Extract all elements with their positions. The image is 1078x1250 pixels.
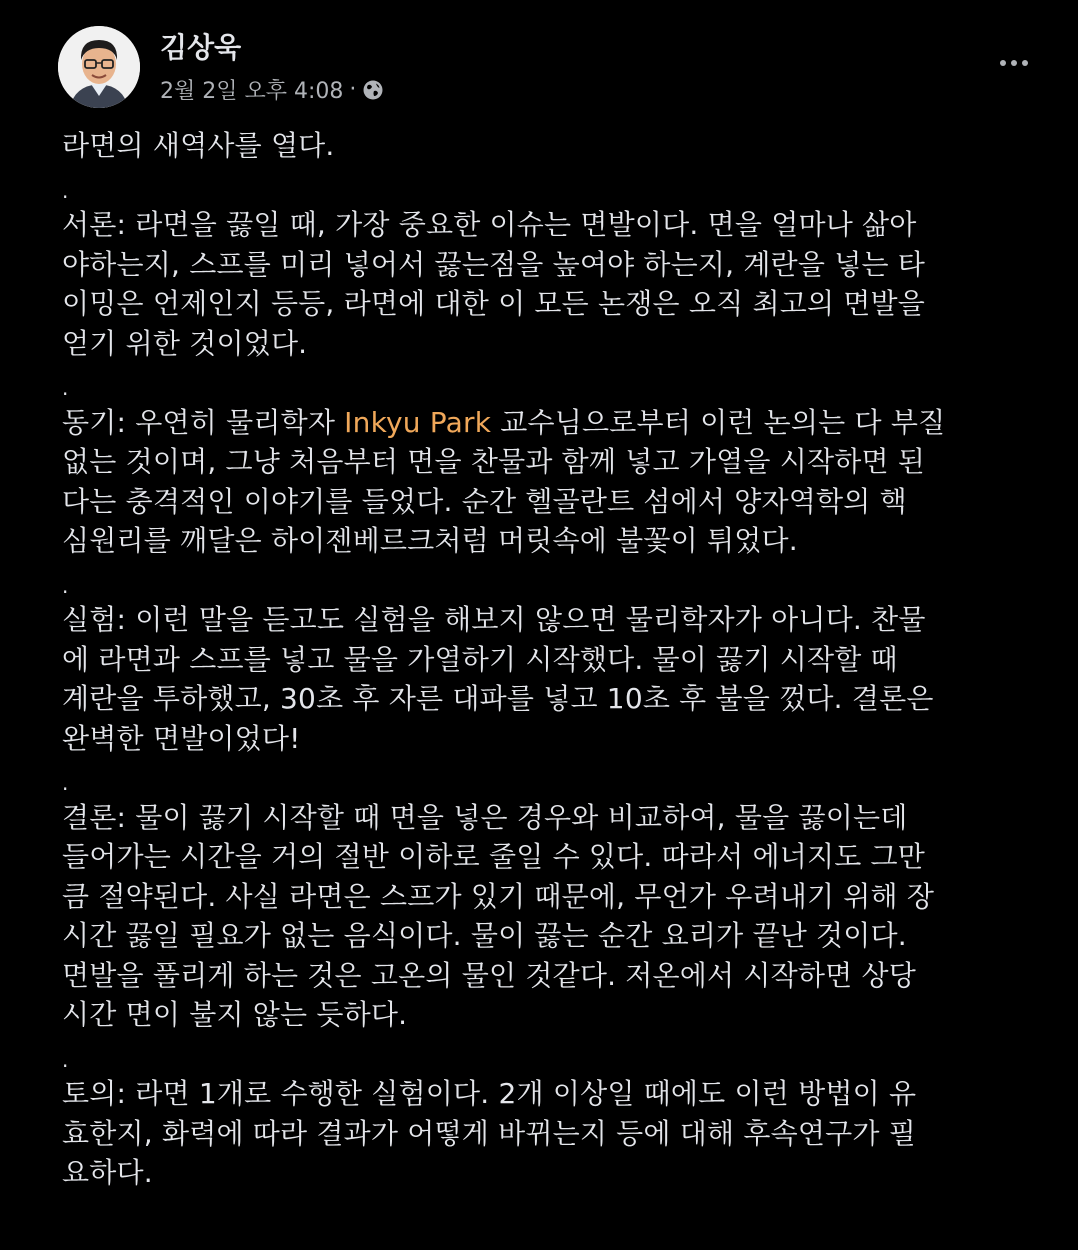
- author-name[interactable]: 김상욱: [160, 31, 242, 64]
- experiment-line: 완벽한 면발이었다!: [62, 721, 301, 755]
- separator-dot: .: [62, 573, 69, 598]
- post-body: [62, 126, 1062, 1193]
- post-header: [58, 26, 1038, 112]
- discussion-line: 효한지, 화력에 따라 결과가 어떻게 바뀌는지 등에 대해 후속연구가 필: [62, 1116, 916, 1150]
- more-options-button[interactable]: [990, 48, 1038, 78]
- more-horizontal-icon: [1000, 60, 1006, 66]
- avatar-image: [58, 26, 140, 108]
- globe-icon[interactable]: [362, 79, 384, 101]
- conclusion-line: 큼 절약된다. 사실 라면은 스프가 있기 때문에, 무언가 우려내기 위해 장: [62, 879, 935, 913]
- separator-dot: .: [62, 771, 69, 795]
- motivation-line: 없는 것이며, 그냥 처음부터 면을 찬물과 함께 넣고 가열을 시작하면 된: [62, 445, 926, 478]
- post-title: 라면의 새역사를 열다.: [62, 129, 335, 162]
- experiment-line: 에 라면과 스프를 넣고 물을 가열하기 시작했다. 물이 끓기 시작할 때: [62, 642, 898, 676]
- meta-separator: ·: [349, 77, 357, 102]
- intro-line: 서론: 라면을 끓일 때, 가장 중요한 이슈는 면발이다. 면을 얼마나 삶아: [62, 208, 917, 241]
- avatar[interactable]: [58, 26, 140, 108]
- motivation-line: 동기: 우연히 물리학자 Inkyu Park 교수님으로부터 이런 논의는 다 부질: [62, 405, 946, 439]
- post-timestamp[interactable]: 2월 2일 오후 4:08: [160, 79, 344, 104]
- separator-dot: .: [62, 178, 69, 203]
- separator-dot: .: [62, 1047, 69, 1072]
- separator-dot: .: [62, 376, 69, 400]
- intro-line: 야하는지, 스프를 미리 넣어서 끓는점을 높여야 하는지, 계란을 넣는 타: [62, 247, 926, 281]
- intro-line: 이밍은 언제인지 등등, 라면에 대한 이 모든 논쟁은 오직 최고의 면발을: [62, 287, 926, 320]
- conclusion-line: 시간 끓일 필요가 없는 음식이다. 물이 끓는 순간 요리가 끝난 것이다.: [62, 919, 907, 952]
- intro-line: 얻기 위한 것이었다.: [62, 326, 308, 360]
- experiment-line: 실험: 이런 말을 듣고도 실험을 해보지 않으면 물리학자가 아니다. 찬물: [62, 603, 926, 636]
- experiment-line: 계란을 투하했고, 30초 후 자른 대파를 넣고 10초 후 불을 껐다. 결론은: [62, 682, 934, 715]
- motivation-line: 심원리를 깨달은 하이젠베르크처럼 머릿속에 불꽃이 튀었다.: [62, 524, 798, 557]
- conclusion-line: 시간 면이 불지 않는 듯하다.: [62, 998, 408, 1031]
- discussion-line: 요하다.: [62, 1156, 153, 1189]
- post-meta: [160, 74, 384, 105]
- mention-link[interactable]: Inkyu Park: [344, 405, 492, 439]
- conclusion-line: 들어가는 시간을 거의 절반 이하로 줄일 수 있다. 따라서 에너지도 그만: [62, 840, 926, 873]
- discussion-line: 토의: 라면 1개로 수행한 실험이다. 2개 이상일 때에도 이런 방법이 유: [62, 1077, 917, 1110]
- conclusion-line: 면발을 풀리게 하는 것은 고온의 물인 것같다. 저온에서 시작하면 상당: [62, 958, 916, 992]
- conclusion-line: 결론: 물이 끓기 시작할 때 면을 넣은 경우와 비교하여, 물을 끓이는데: [62, 800, 908, 834]
- motivation-line: 다는 충격적인 이야기를 들었다. 순간 헬골란트 섬에서 양자역학의 핵: [62, 484, 907, 518]
